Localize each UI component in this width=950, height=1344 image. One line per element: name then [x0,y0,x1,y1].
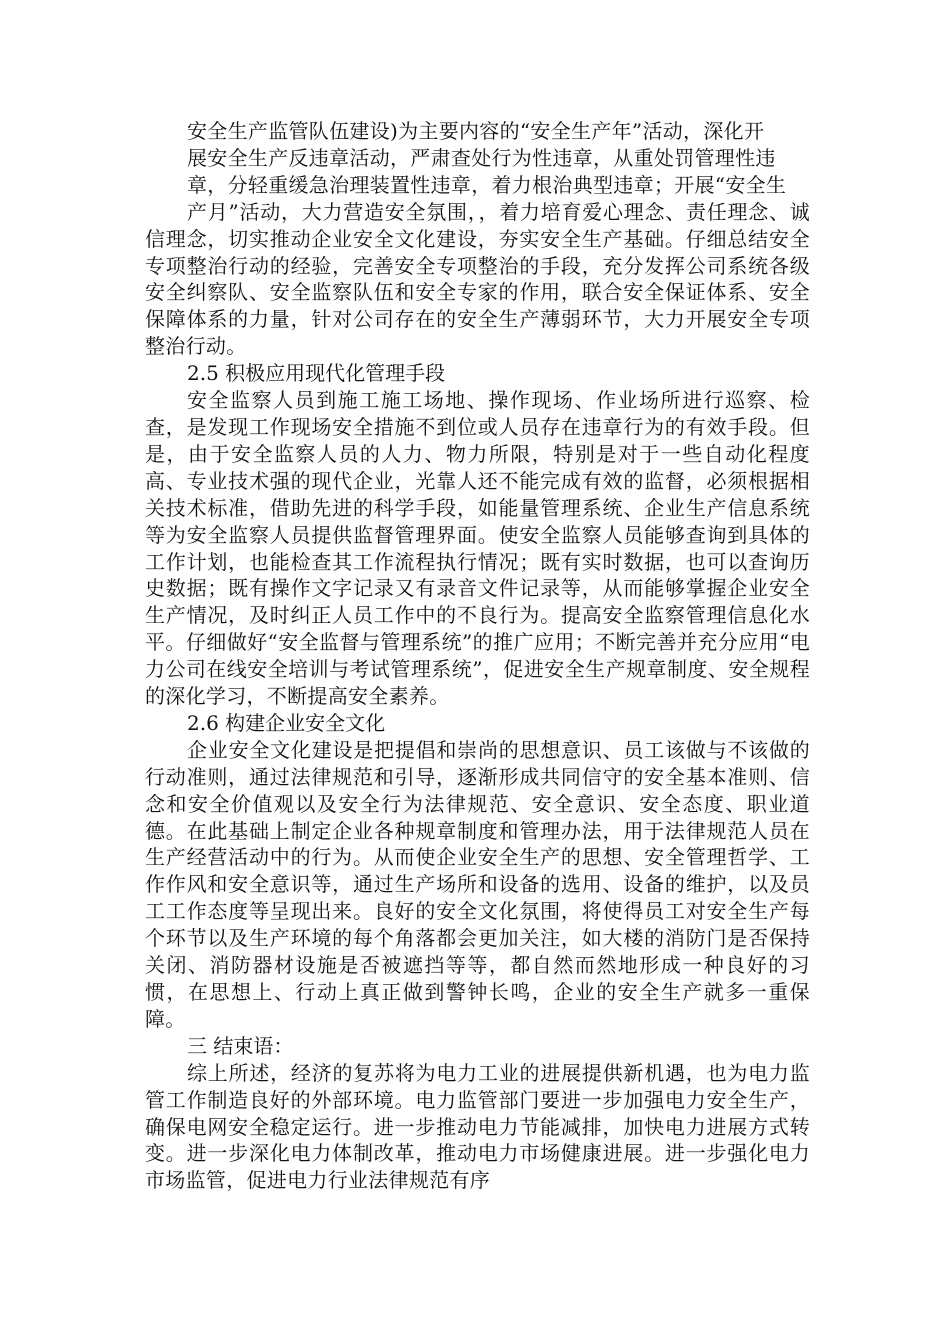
paragraph-continuation-2: 展安全生产反违章活动，严肃查处行为性违章，从重处罚管理性违 [187,145,776,170]
paragraph-continuation-1: 安全生产监管队伍建设)为主要内容的“安全生产年”活动，深化开 [187,119,765,143]
document-body [145,118,810,1194]
paragraph-safety-month: 产月”活动，大力营造安全氛围，，着力培育爱心理念、责任理念、诚信理念，切实推动企业安全文化建设，夯实安全生产基础。仔细总结安全专项整治行动的经验，完善安全专项整治的手段，充分发挥公司系统各级安全纠察队、安全监察队伍和安全专家的作用，联合安全保证体系、安全保障体系的力量，针对公司存在的安全生产薄弱环节，大力开展安全专项整治行动。 [145,199,810,359]
paragraph-safety-culture: 企业安全文化建设是把提倡和崇尚的思想意识、员工该做与不该做的行动准则，通过法律规范和引导，逐渐形成共同信守的安全基本准则、信念和安全价值观以及安全行为法律规范、安全意识、安全态度、职业道德。在此基础上制定企业各种规章制度和管理办法，用于法律规范人员在生产经营活动中的行为。从而使企业安全生产的思想、安全管理哲学、工作作风和安全意识等，通过生产场所和设备的选用、设备的维护，以及员工工作态度等呈现出来。良好的安全文化氛围，将使得员工对安全生产每个环节以及生产环境的每个角落都会更加关注，如大楼的消防门是否保持关闭、消防器材设施是否被遮挡等等，都自然而然地形成一种良好的习惯，在思想上、行动上真正做到警钟长鸣，企业的安全生产就多一重保障。 [145,737,810,1031]
section-heading-conclusion: 三 结束语： [187,1033,294,1058]
paragraph-continuation-3: 章，分轻重缓急治理装置性违章，着力根治典型违章；开展“安全生 [187,172,787,197]
paragraph-conclusion: 综上所述，经济的复苏将为电力工业的进展提供新机遇，也为电力监管工作制造良好的外部环境。电力监管部门要进一步加强电力安全生产，确保电网安全稳定运行。进一步推动电力节能减排，加快电力进展方式转变。进一步深化电力体制改革，推动电力市场健康进展。进一步强化电力市场监管，促进电力行业法律规范有序 [145,1060,810,1193]
paragraph-modern-management: 安全监察人员到施工施工场地、操作现场、作业场所进行巡察、检查，是发现工作现场安全措施不到位或人员存在违章行为的有效手段。但是，由于安全监察人员的人力、物力所限，特别是对于一些自动化程度高、专业技术强的现代企业，光靠人还不能完成有效的监督，必须根据相关技术标准，借助先进的科学手段，如能量管理系统、企业生产信息系统等为安全监察人员提供监督管理界面。使安全监察人员能够查询到具体的工作计划，也能检查其工作流程执行情况；既有实时数据，也可以查询历史数据；既有操作文字记录又有录音文件记录等，从而能够掌握企业安全生产情况，及时纠正人员工作中的不良行为。提高安全监察管理信息化水平。仔细做好“安全监督与管理系统”的推广应用；不断完善并充分应用“电力公司在线安全培训与考试管理系统”，促进安全生产规章制度、安全规程的深化学习，不断提高安全素养。 [145,388,810,709]
section-heading-2-6: 2.6 构建企业安全文化 [187,710,386,735]
section-heading-2-5: 2.5 积极应用现代化管理手段 [187,361,446,386]
